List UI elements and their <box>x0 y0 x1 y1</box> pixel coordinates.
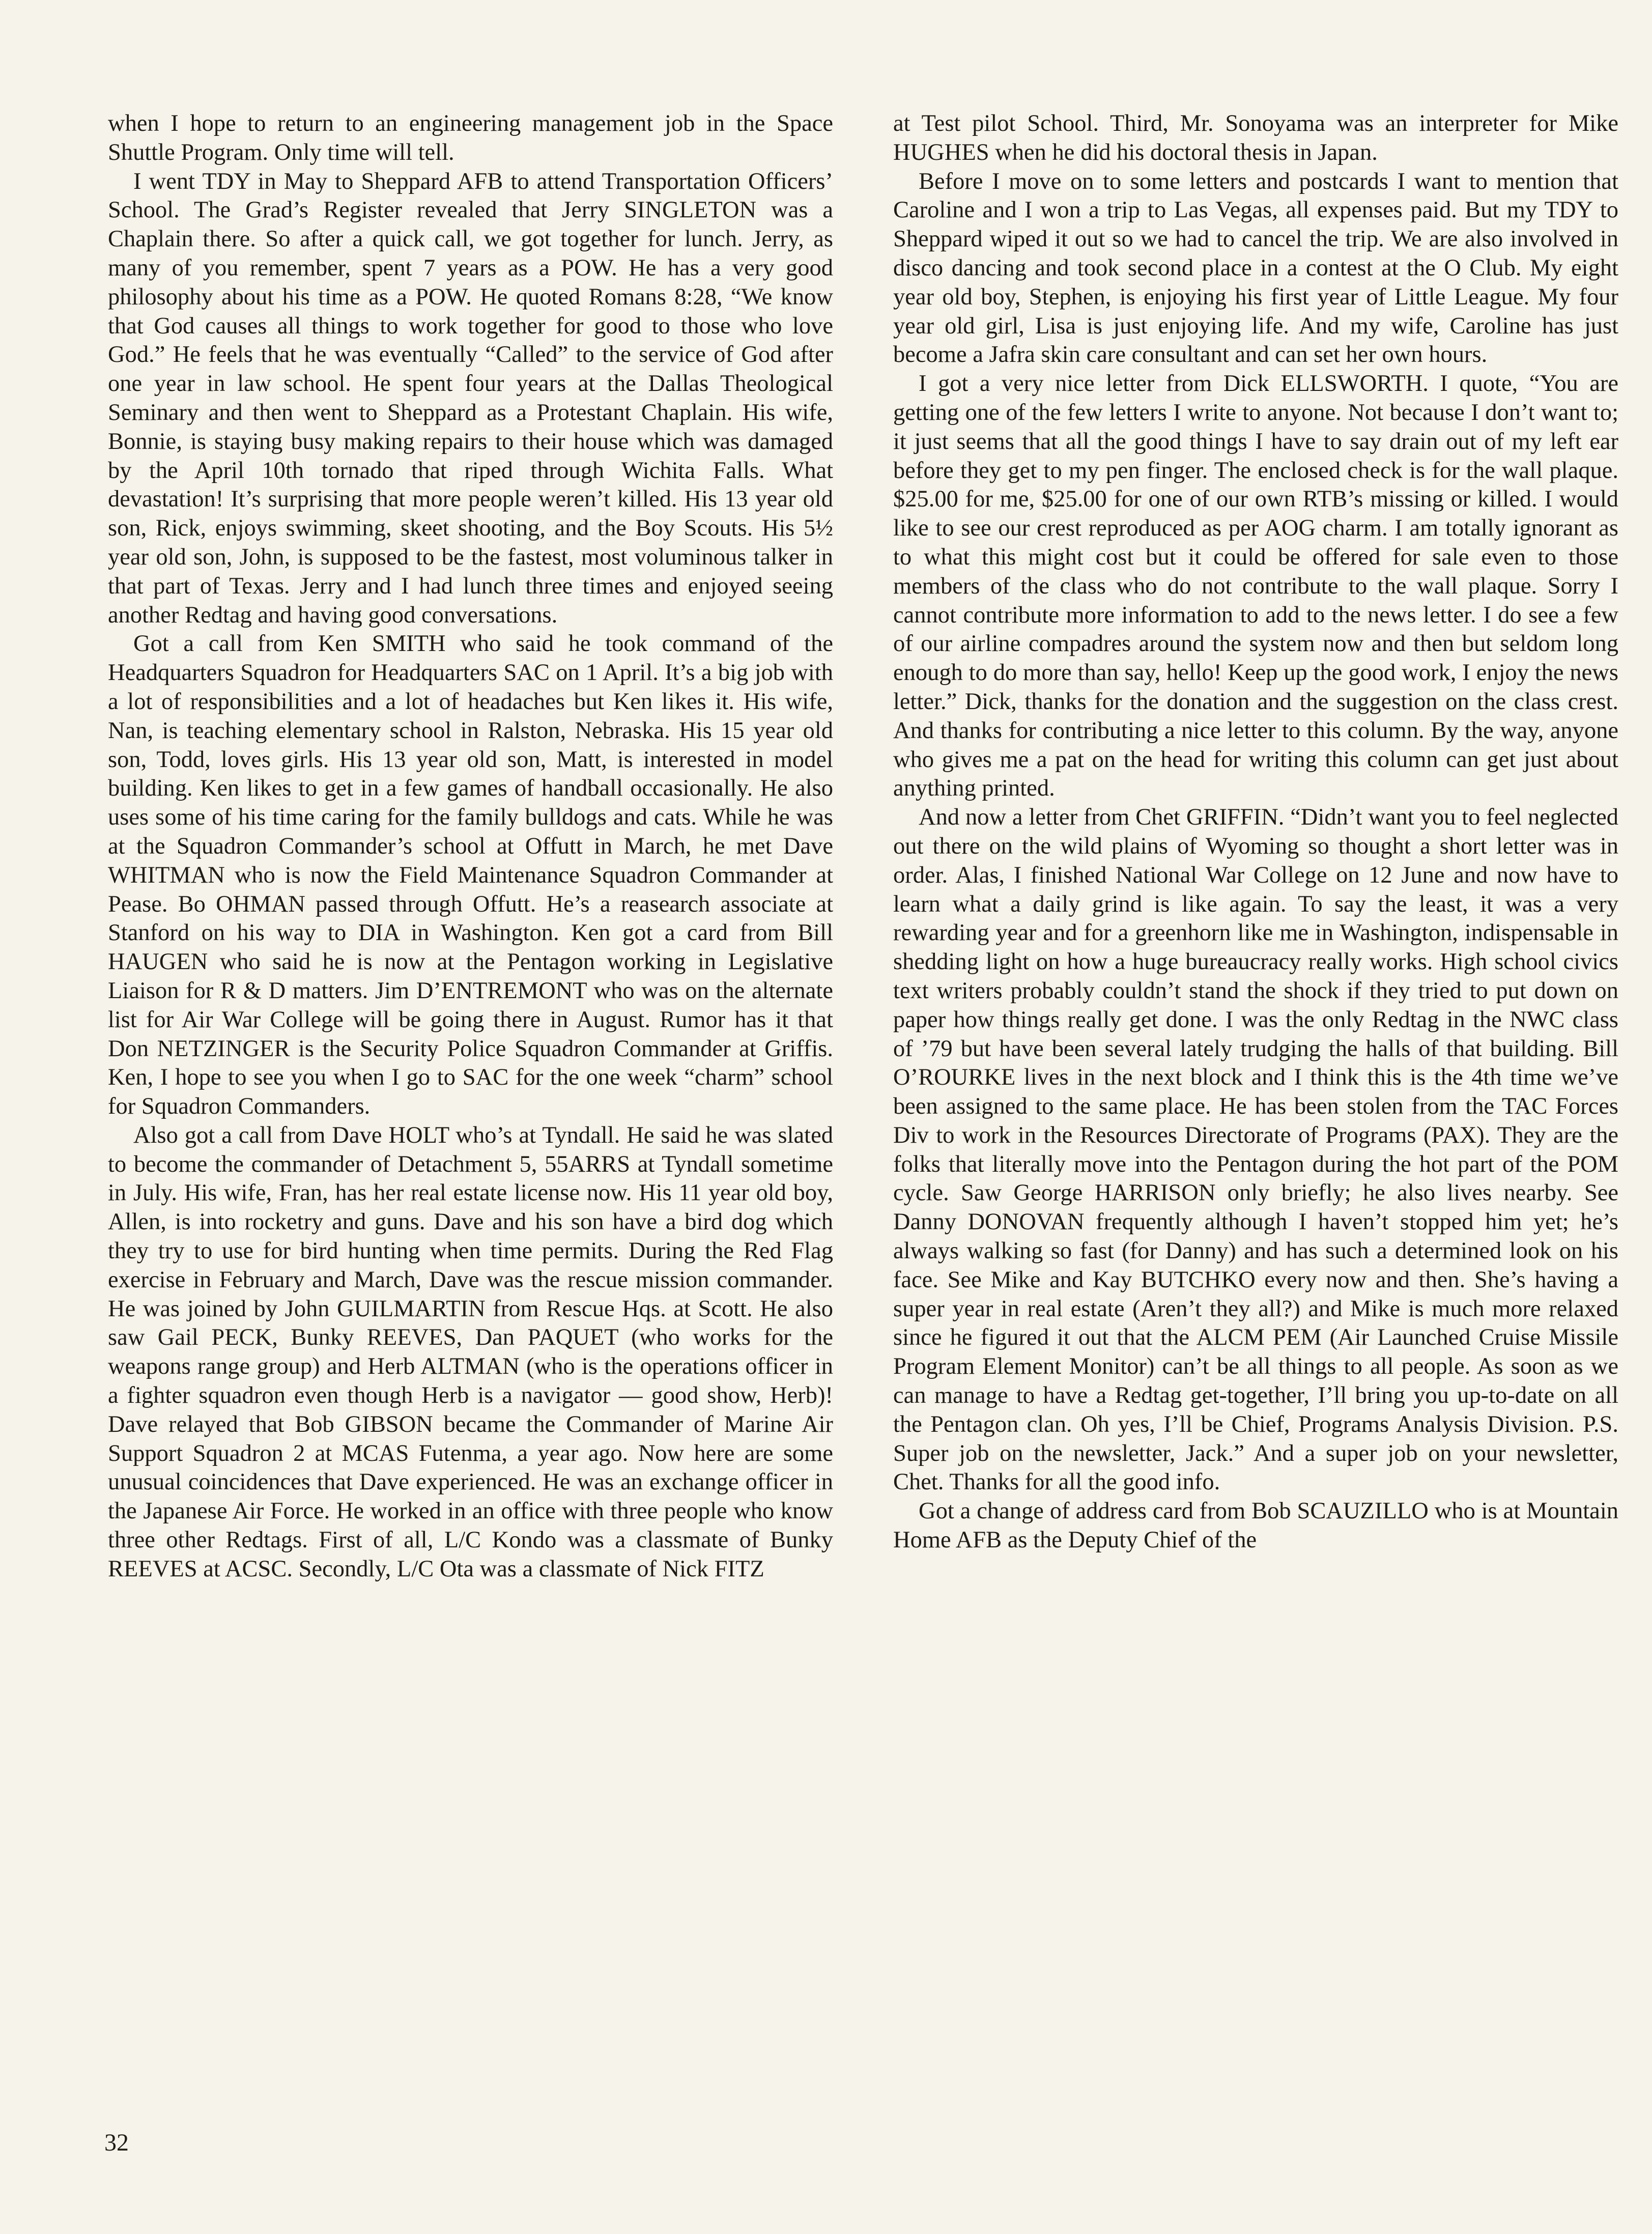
paragraph: Got a call from Ken SMITH who said he took command of the Headquarters Squadron for Headquarters SAC on 1 April. It’s a big job with a lot of responsibilities and a lot of headaches but Ken likes it. His wife, Nan, is teaching elementary school in Ralston, Nebraska. His 15 year old son, Todd, loves girls. His 13 year old son, Matt, is interested in model building. Ken likes to get in a few games of handball occasionally. He also uses some of his time caring for the family bulldogs and cats. While he was at the Squadron Commander’s school at Offutt in March, he met Dave WHITMAN who is now the Field Maintenance Squadron Commander at Pease. Bo OHMAN passed through Offutt. He’s a reasearch associate at Stanford on his way to DIA in Washington. Ken got a card from Bill HAUGEN who said he is now at the Pentagon working in Legislative Liaison for R & D matters. Jim D’ENTREMONT who was on the alternate list for Air War College will be going there in August. Rumor has it that Don NETZINGER is the Security Police Squadron Commander at Griffis. Ken, I hope to see you when I go to SAC for the one week “charm” school for Squadron Commanders. <box>108 631 833 1120</box>
paragraph: Before I move on to some letters and postcards I want to mention that Caroline and I won a trip to Las Vegas, all expenses paid. But my TDY to Sheppard wiped it out so we had to cancel the trip. We are also involved in disco dancing and took second place in a contest at the O Club. My eight year old boy, Stephen, is enjoying his first year of Little League. My four year old girl, Lisa is just enjoying life. And my wife, Caroline has just become a Jafra skin care consultant and can set her own hours. <box>893 168 1618 368</box>
left-column <box>108 109 833 1584</box>
paragraph: when I hope to return to an engineering management job in the Space Shuttle Program. Only time will tell. <box>108 110 833 165</box>
page-number: 32 <box>104 2129 129 2156</box>
paragraph: I got a very nice letter from Dick ELLSWORTH. I quote, “You are getting one of the few letters I write to anyone. Not because I don’t want to; it just seems that all the good things I have to say drain out of my left ear before they get to my pen finger. The enclosed check is for the wall plaque. $25.00 for me, $25.00 for one of our own RTB’s missing or killed. I would like to see our crest reproduced as per AOG charm. I am totally ignorant as to what this might cost but it could be offered for sale even to those members of the class who do not contribute to the wall plaque. Sorry I cannot contribute more information to add to the news letter. I do see a few of our airline compadres around the system now and then but seldom long enough to do more than say, hello! Keep up the good work, I enjoy the news letter.” Dick, thanks for the donation and the suggestion on the class crest. And thanks for contributing a nice letter to this column. By the way, anyone who gives me a pat on the head for writing this column can get just about anything printed. <box>893 371 1618 802</box>
paragraph: Also got a call from Dave HOLT who’s at Tyndall. He said he was slated to become the commander of Detachment 5, 55ARRS at Tyndall sometime in July. His wife, Fran, has her real estate license now. His 11 year old boy, Allen, is into rocketry and guns. Dave and his son have a bird dog which they try to use for bird hunting when time permits. During the Red Flag exercise in February and March, Dave was the rescue mission commander. He was joined by John GUILMARTIN from Rescue Hqs. at Scott. He also saw Gail PECK, Bunky REEVES, Dan PAQUET (who works for the weapons range group) and Herb ALTMAN (who is the operations officer in a fighter squadron even though Herb is a navigator — good show, Herb)! Dave relayed that Bob GIBSON became the Commander of Marine Air Support Squadron 2 at MCAS Futenma, a year ago. Now here are some unusual coincidences that Dave experienced. He was an exchange officer in the Japanese Air Force. He worked in an office with three people who know three other Redtags. First of all, L/C Kondo was a classmate of Bunky REEVES at ACSC. Secondly, L/C Ota was a classmate of Nick FITZ <box>108 1122 833 1582</box>
paragraph: And now a letter from Chet GRIFFIN. “Didn’t want you to feel neglected out there on the wild plains of Wyoming so thought a short letter was in order. Alas, I finished National War College on 12 June and now have to learn what a daily grind is like again. To say the least, it was a very rewarding year and for a greenhorn like me in Washington, indispensable in shedding light on how a huge bureaucracy really works. High school civics text writers probably couldn’t stand the shock if they tried to put down on paper how things really get done. I was the only Redtag in the NWC class of ’79 but have been several lately trudging the halls of that building. Bill O’ROURKE lives in the next block and I think this is the 4th time we’ve been assigned to the same place. He has been stolen from the TAC Forces Div to work in the Resources Directorate of Programs (PAX). They are the folks that literally move into the Pentagon during the hot part of the POM cycle. Saw George HARRISON only briefly; he also lives nearby. See Danny DONOVAN frequently although I haven’t stopped him yet; he’s always walking so fast (for Danny) and has such a determined look on his face. See Mike and Kay BUTCHKO every now and then. She’s having a super year in real estate (Aren’t they all?) and Mike is much more relaxed since he figured it out that the ALCM PEM (Air Launched Cruise Missile Program Element Monitor) can’t be all things to all people. As soon as we can manage to have a Redtag get-together, I’ll bring you up-to-date on all the Pentagon clan. Oh yes, I’ll be Chief, Programs Analysis Division. P.S. Super job on the newsletter, Jack.” And a super job on your newsletter, Chet. Thanks for all the good info. <box>893 804 1618 1495</box>
right-column <box>893 109 1618 1555</box>
paragraph: Got a change of address card from Bob SCAUZILLO who is at Mountain Home AFB as the Deputy Chief of the <box>893 1498 1618 1553</box>
paragraph: I went TDY in May to Sheppard AFB to attend Transportation Officers’ School. The Grad’s Register revealed that Jerry SINGLETON was a Chaplain there. So after a quick call, we got together for lunch. Jerry, as many of you remember, spent 7 years as a POW. He has a very good philosophy about his time as a POW. He quoted Romans 8:28, “We know that God causes all things to work together for good to those who love God.” He feels that he was eventually “Called” to the service of God after one year in law school. He spent four years at the Dallas Theological Seminary and then went to Sheppard as a Protestant Chaplain. His wife, Bonnie, is staying busy making repairs to their house which was damaged by the April 10th tornado that riped through Wichita Falls. What devastation! It’s surprising that more people weren’t killed. His 13 year old son, Rick, enjoys swimming, skeet shooting, and the Boy Scouts. His 5½ year old son, John, is supposed to be the fastest, most voluminous talker in that part of Texas. Jerry and I had lunch three times and enjoyed seeing another Redtag and having good conversations. <box>108 168 833 628</box>
paragraph: at Test pilot School. Third, Mr. Sonoyama was an interpreter for Mike HUGHES when he did his doctoral thesis in Japan. <box>893 110 1618 165</box>
